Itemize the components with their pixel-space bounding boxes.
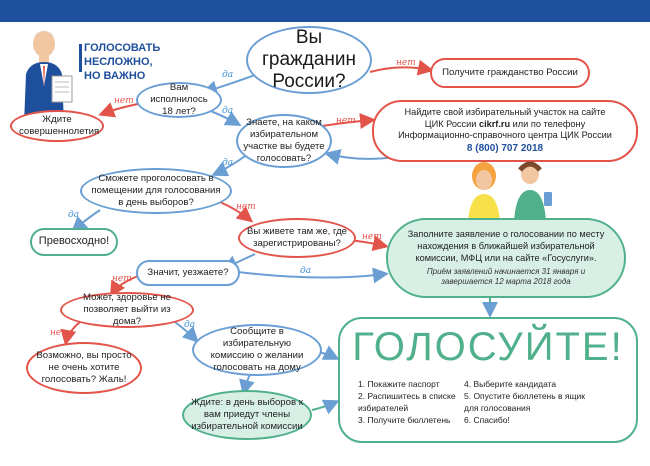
- vote-title: ГОЛОСУЙТЕ!: [352, 325, 624, 369]
- vote-step: 2. Распишитесь в списке избирателей: [358, 391, 456, 413]
- title-line-2: НО ВАЖНО: [84, 69, 146, 82]
- node-excellent-text: Превосходно!: [38, 235, 110, 248]
- node-wait-members-text: Ждите: в день выборов к вам приедут члены избирательной комиссии: [191, 397, 303, 432]
- label-no: нет: [336, 116, 356, 126]
- node-apply-text: Заполните заявление о голосовании по месту нахождения в ближайшей избирательной комиссии, МФЦ или на сайте «Госуслуги».: [407, 228, 605, 263]
- vote-step: 6. Спасибо!: [464, 415, 510, 426]
- label-no: нет: [396, 58, 416, 68]
- label-yes: да: [222, 158, 234, 168]
- find-station-line2-post: или по телефону: [510, 118, 586, 129]
- vote-step: 4. Выберите кандидата: [464, 379, 557, 389]
- vote-steps-left: [358, 379, 478, 428]
- node-notify-home-text: Сообщите в избирательную комиссию о желании голосовать на дому: [210, 326, 304, 373]
- node-excellent: [30, 228, 118, 256]
- arrow-citizen-no: [370, 67, 430, 72]
- title-accent-bar: [79, 44, 82, 72]
- label-no: нет: [114, 96, 134, 106]
- vote-panel: [338, 317, 638, 443]
- vote-step: 5. Опустите бюллетень в ящик для голосования: [464, 391, 585, 413]
- node-notify-home: [192, 324, 322, 376]
- people-illustration: [462, 158, 558, 222]
- label-yes: да: [68, 210, 80, 220]
- find-station-line1: Найдите свой избирательный участок на сайте: [404, 106, 606, 117]
- node-leaving-text: Значит, уезжаете?: [147, 267, 229, 278]
- label-no: нет: [112, 274, 132, 284]
- node-can-vote-station: [80, 168, 232, 214]
- arrow-wait-vote: [312, 402, 336, 410]
- label-yes: да: [184, 320, 196, 330]
- find-station-line3: Информационно-справочного центра ЦИК России: [398, 130, 612, 141]
- node-apply-note: Приём заявлений начинается 31 января и завершается 12 марта 2018 года: [426, 266, 586, 286]
- node-dont-want-text: Возможно, вы просто не очень хотите голосовать? Жаль!: [36, 350, 132, 385]
- node-citizen-text: Вы гражданин России?: [261, 27, 357, 92]
- node-health: [60, 292, 194, 328]
- label-no: нет: [236, 202, 256, 212]
- node-apply: [386, 218, 626, 298]
- node-know-station: [236, 114, 332, 168]
- node-wait-members: [182, 390, 312, 440]
- vote-step: 3. Получите бюллетень: [358, 415, 451, 426]
- node-citizen: [246, 26, 372, 94]
- node-can-vote-station-text: Сможете проголосовать в помещении для голосования в день выборов?: [91, 173, 221, 208]
- node-age18-text: Вам исполнилось 18 лет?: [150, 82, 208, 117]
- node-wait-adult-text: Ждите совершеннолетия: [19, 114, 100, 137]
- node-health-text: Может, здоровье не позволяет выйти из дома?: [83, 292, 171, 327]
- flowchart: [0, 22, 650, 466]
- label-yes: да: [222, 70, 234, 80]
- find-station-line2: [425, 119, 585, 131]
- label-yes: да: [222, 106, 234, 116]
- node-dont-want: [26, 342, 142, 394]
- page-title: [84, 42, 194, 83]
- node-age18: [136, 82, 222, 118]
- node-find-station: [372, 100, 638, 162]
- label-no: нет: [362, 232, 382, 242]
- node-leaving: [136, 260, 240, 286]
- node-wait-adult: [10, 110, 104, 142]
- find-station-phone: 8 (800) 707 2018: [466, 143, 544, 155]
- arrow-leave-yes: [238, 272, 385, 278]
- vote-steps-right: [464, 379, 594, 428]
- vote-step: 1. Покажите паспорт: [358, 379, 440, 389]
- find-station-site: cikrf.ru: [478, 118, 511, 129]
- node-get-citizenship-text: Получите гражданство России: [442, 67, 578, 78]
- find-station-line2-pre: ЦИК России: [424, 118, 479, 129]
- label-yes: да: [300, 266, 312, 276]
- node-get-citizenship: [430, 58, 590, 88]
- top-banner: [0, 0, 650, 22]
- title-line-1: ГОЛОСОВАТЬ НЕСЛОЖНО,: [84, 42, 161, 68]
- node-know-station-text: Знаете, на каком избирательном участке вы будете голосовать?: [243, 117, 325, 164]
- label-no: нет: [50, 328, 70, 338]
- node-live-registered-text: Вы живете там же, где зарегистрированы?: [247, 226, 347, 249]
- node-live-registered: [238, 218, 356, 258]
